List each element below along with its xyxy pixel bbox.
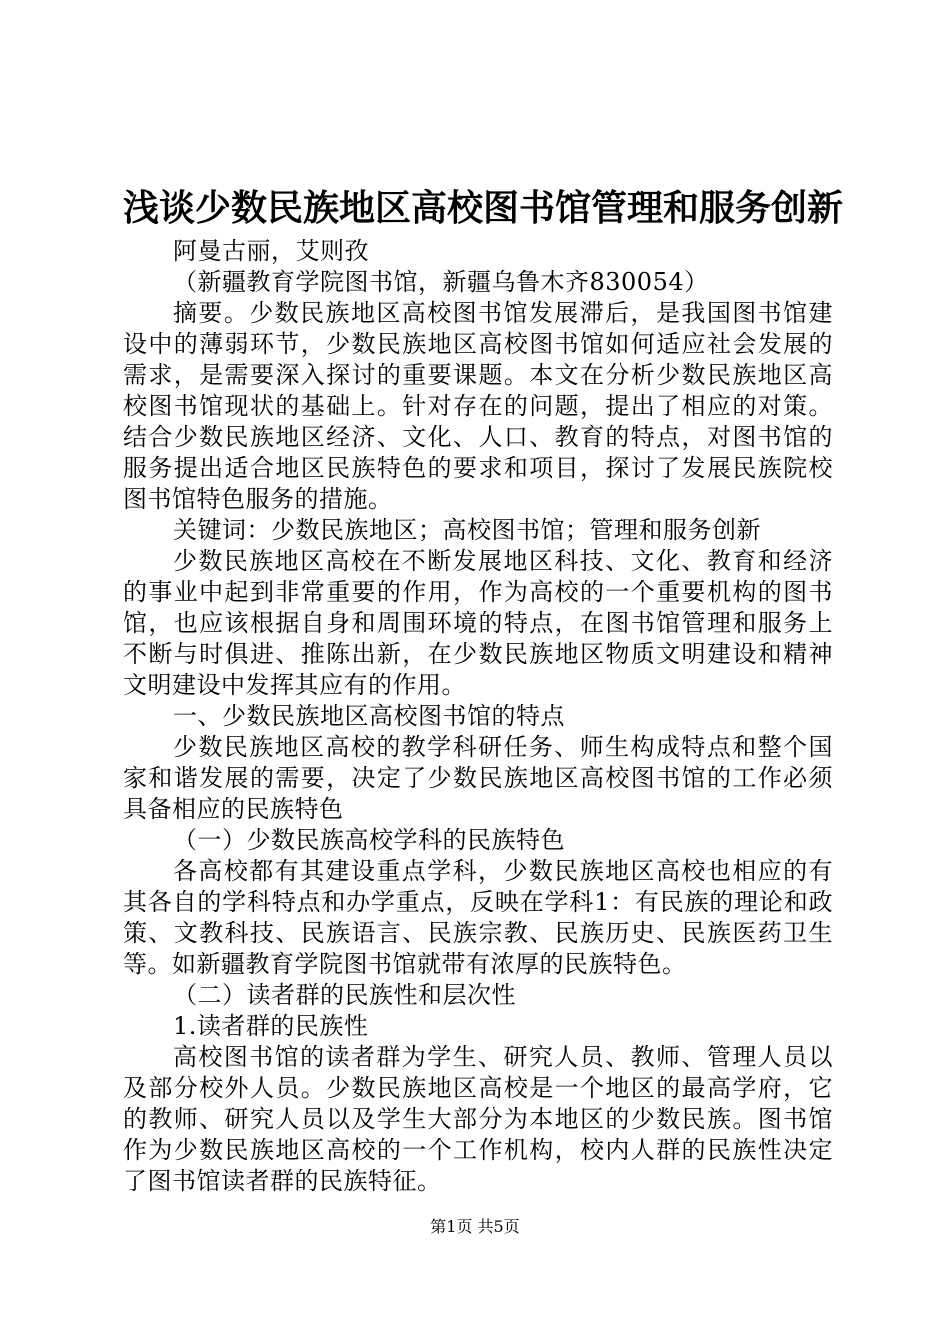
subsection-1-heading: （一）少数民族高校学科的民族特色 (173, 826, 565, 854)
section-1-heading: 一、少数民族地区高校图书馆的特点 (173, 702, 565, 730)
subsection-2-item-1-heading: 1.读者群的民族性 (173, 1012, 369, 1040)
subsection-2-heading: （二）读者群的民族性和层次性 (173, 981, 516, 1009)
subsection-2-item-1-paragraph: 高校图书馆的读者群为学生、研究人员、教师、管理人员以及部分校外人员。少数民族地区高校是一个地区的最高学府，它的教师、研究人员以及学生大部分为本地区的少数民族。图书馆作为少数民族地区高校的一个工作机构，校内人群的民族性决定了图书馆读者群的民族特征。 (123, 1043, 833, 1195)
keywords: 关键词：少数民族地区；高校图书馆；管理和服务创新 (173, 516, 761, 544)
intro-paragraph: 少数民族地区高校在不断发展地区科技、文化、教育和经济的事业中起到非常重要的作用，作为高校的一个重要机构的图书馆，也应该根据自身和周围环境的特点，在图书馆管理和服务上不断与时俱进、推陈出新，在少数民族地区物质文明建设和精神文明建设中发挥其应有的作用。 (123, 547, 833, 699)
subsection-1-paragraph: 各高校都有其建设重点学科，少数民族地区高校也相应的有其各自的学科特点和办学重点，反映在学科1：有民族的理论和政策、文教科技、民族语言、民族宗教、民族历史、民族医药卫生等。如新疆教育学院图书馆就带有浓厚的民族特色。 (123, 857, 833, 978)
section-1-paragraph: 少数民族地区高校的教学科研任务、师生构成特点和整个国家和谐发展的需要，决定了少数民族地区高校图书馆的工作必须具备相应的民族特色 (123, 733, 833, 823)
affiliation: （新疆教育学院图书馆，新疆乌鲁木齐830054） (173, 268, 709, 296)
document-page (123, 180, 844, 1197)
document-title: 浅谈少数民族地区高校图书馆管理和服务创新 (123, 187, 844, 229)
authors: 阿曼古丽，艾则孜 (173, 237, 369, 265)
page-footer: 第1页 共5页 (430, 1217, 520, 1236)
abstract: 摘要。少数民族地区高校图书馆发展滞后，是我国图书馆建设中的薄弱环节，少数民族地区高校图书馆如何适应社会发展的需求，是需要深入探讨的重要课题。本文在分析少数民族地区高校图书馆现状的基础上。针对存在的问题，提出了相应的对策。结合少数民族地区经济、文化、人口、教育的特点，对图书馆的服务提出适合地区民族特色的要求和项目，探讨了发展民族院校图书馆特色服务的措施。 (123, 299, 833, 513)
